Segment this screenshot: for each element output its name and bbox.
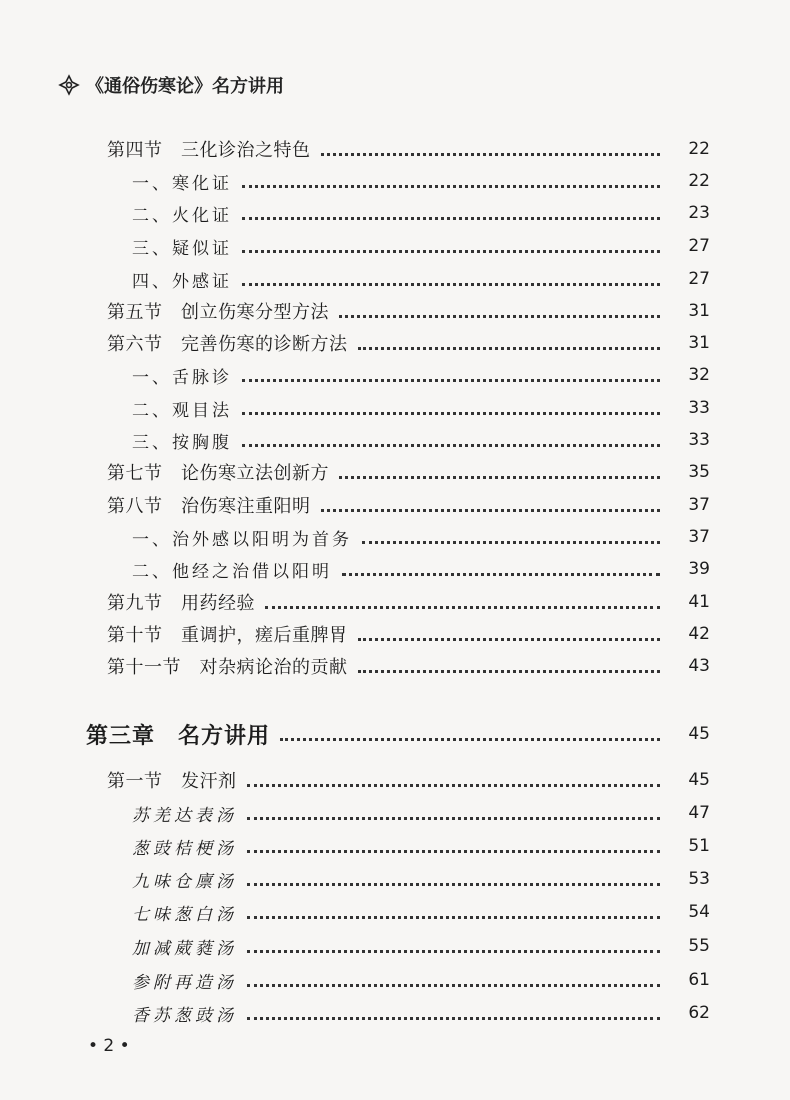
running-header <box>58 72 284 98</box>
toc-entry-page-number: 31 <box>688 301 710 321</box>
dot-leader <box>242 377 660 382</box>
toc-entry-item[interactable] <box>132 231 710 261</box>
toc-entry-page-number: 37 <box>688 495 710 515</box>
dot-leader <box>247 1015 660 1020</box>
toc-entry-item[interactable] <box>132 522 710 552</box>
dot-leader <box>242 248 660 253</box>
dot-leader <box>247 881 660 886</box>
dot-leader <box>247 848 660 853</box>
toc-entry-title: 第一节 发汗剂 <box>107 771 237 792</box>
dot-leader <box>358 345 661 350</box>
dot-leader <box>242 183 660 188</box>
toc-entry-section[interactable] <box>107 134 710 164</box>
dot-leader <box>342 571 660 576</box>
toc-entry-page-number: 42 <box>688 624 710 644</box>
toc-entry-page-number: 31 <box>688 333 710 353</box>
toc-entry-title: 一、治外感以阳明为首务 <box>132 529 352 550</box>
dot-leader <box>247 815 660 820</box>
toc-entry-item[interactable] <box>132 198 710 228</box>
toc-entry-section[interactable] <box>107 490 710 520</box>
toc-entry-title: 四、外感证 <box>132 271 232 292</box>
toc-entry-item[interactable] <box>132 264 710 294</box>
toc-entry-title: 第十节 重调护，瘥后重脾胃 <box>107 625 348 646</box>
toc-entry-section[interactable] <box>107 651 710 681</box>
toc-entry-page-number: 45 <box>688 770 710 790</box>
dot-leader <box>242 281 660 286</box>
toc-entry-page-number: 62 <box>688 1003 710 1023</box>
toc-entry-title: 二、观目法 <box>132 400 232 421</box>
ornament-icon <box>58 74 80 96</box>
toc-entry-formula[interactable] <box>132 897 710 927</box>
toc-entry-page-number: 51 <box>688 836 710 856</box>
dot-leader <box>247 982 660 987</box>
toc-entry-page-number: 32 <box>688 365 710 385</box>
toc-entry-title: 第三章 名方讲用 <box>86 722 271 749</box>
dot-leader <box>321 507 661 512</box>
toc-entry-section[interactable] <box>107 619 710 649</box>
toc-entry-item[interactable] <box>132 554 710 584</box>
toc-entry-page-number: 22 <box>688 139 710 159</box>
toc-entry-title: 第十一节 对杂病论治的贡献 <box>107 657 348 678</box>
dot-leader <box>247 782 661 787</box>
toc-entry-item[interactable] <box>132 166 710 196</box>
toc-entry-title: 葱豉桔梗汤 <box>132 838 237 859</box>
toc-entry-page-number: 35 <box>688 462 710 482</box>
toc-entry-title: 第八节 治伤寒注重阳明 <box>107 496 311 517</box>
toc-entry-page-number: 47 <box>688 803 710 823</box>
toc-entry-title: 第四节 三化诊治之特色 <box>107 140 311 161</box>
dot-leader <box>247 914 660 919</box>
dot-leader <box>247 948 660 953</box>
toc-entry-page-number: 33 <box>688 398 710 418</box>
toc-entry-title: 第七节 论伤寒立法创新方 <box>107 463 329 484</box>
toc-entry-page-number: 33 <box>688 430 710 450</box>
toc-entry-title: 三、按胸腹 <box>132 432 232 453</box>
dot-leader <box>242 442 660 447</box>
toc-entry-formula[interactable] <box>132 965 710 995</box>
dot-leader <box>339 474 660 479</box>
toc-entry-title: 参附再造汤 <box>132 972 237 993</box>
toc-entry-title: 一、寒化证 <box>132 173 232 194</box>
dot-leader <box>339 313 660 318</box>
toc-entry-title: 第五节 创立伤寒分型方法 <box>107 302 329 323</box>
toc-entry-formula[interactable] <box>132 998 710 1028</box>
toc-entry-section[interactable] <box>107 587 710 617</box>
toc-entry-page-number: 27 <box>688 269 710 289</box>
toc-entry-title: 三、疑似证 <box>132 238 232 259</box>
toc-entry-title: 九味仓廪汤 <box>132 871 237 892</box>
toc-entry-page-number: 55 <box>688 936 710 956</box>
toc-entry-page-number: 53 <box>688 869 710 889</box>
running-header-title: 《通俗伤寒论》名方讲用 <box>86 76 284 97</box>
toc-entry-title: 加减葳蕤汤 <box>132 938 237 959</box>
page-number: • 2 • <box>88 1036 130 1056</box>
dot-leader <box>362 539 660 544</box>
toc-entry-title: 香苏葱豉汤 <box>132 1005 237 1026</box>
toc-entry-page-number: 22 <box>688 171 710 191</box>
toc-entry-section[interactable] <box>107 328 710 358</box>
dot-leader <box>280 736 660 741</box>
toc-entry-title: 一、舌脉诊 <box>132 367 232 388</box>
toc-entry-page-number: 23 <box>688 203 710 223</box>
toc-entry-title: 苏羌达表汤 <box>132 805 237 826</box>
toc-entry-chapter[interactable] <box>86 719 710 749</box>
toc-entry-title: 第九节 用药经验 <box>107 593 255 614</box>
dot-leader <box>242 215 660 220</box>
dot-leader <box>358 668 661 673</box>
dot-leader <box>358 636 661 641</box>
dot-leader <box>242 410 660 415</box>
toc-entry-item[interactable] <box>132 360 710 390</box>
toc-entry-section[interactable] <box>107 765 710 795</box>
toc-entry-page-number: 61 <box>688 970 710 990</box>
toc-entry-formula[interactable] <box>132 931 710 961</box>
toc-entry-formula[interactable] <box>132 798 710 828</box>
toc-entry-title: 第六节 完善伤寒的诊断方法 <box>107 334 348 355</box>
toc-entry-page-number: 45 <box>688 724 710 744</box>
toc-entry-formula[interactable] <box>132 831 710 861</box>
toc-entry-page-number: 43 <box>688 656 710 676</box>
toc-entry-formula[interactable] <box>132 864 710 894</box>
toc-entry-title: 二、他经之治借以阳明 <box>132 561 332 582</box>
toc-entry-page-number: 54 <box>688 902 710 922</box>
toc-entry-title: 二、火化证 <box>132 205 232 226</box>
toc-entry-section[interactable] <box>107 457 710 487</box>
toc-entry-item[interactable] <box>132 393 710 423</box>
toc-entry-page-number: 39 <box>688 559 710 579</box>
dot-leader <box>321 151 661 156</box>
toc-entry-page-number: 41 <box>688 592 710 612</box>
toc-entry-page-number: 37 <box>688 527 710 547</box>
toc-entry-item[interactable] <box>132 425 710 455</box>
toc-entry-section[interactable] <box>107 296 710 326</box>
toc-entry-title: 七味葱白汤 <box>132 904 237 925</box>
dot-leader <box>265 604 660 609</box>
toc-entry-page-number: 27 <box>688 236 710 256</box>
